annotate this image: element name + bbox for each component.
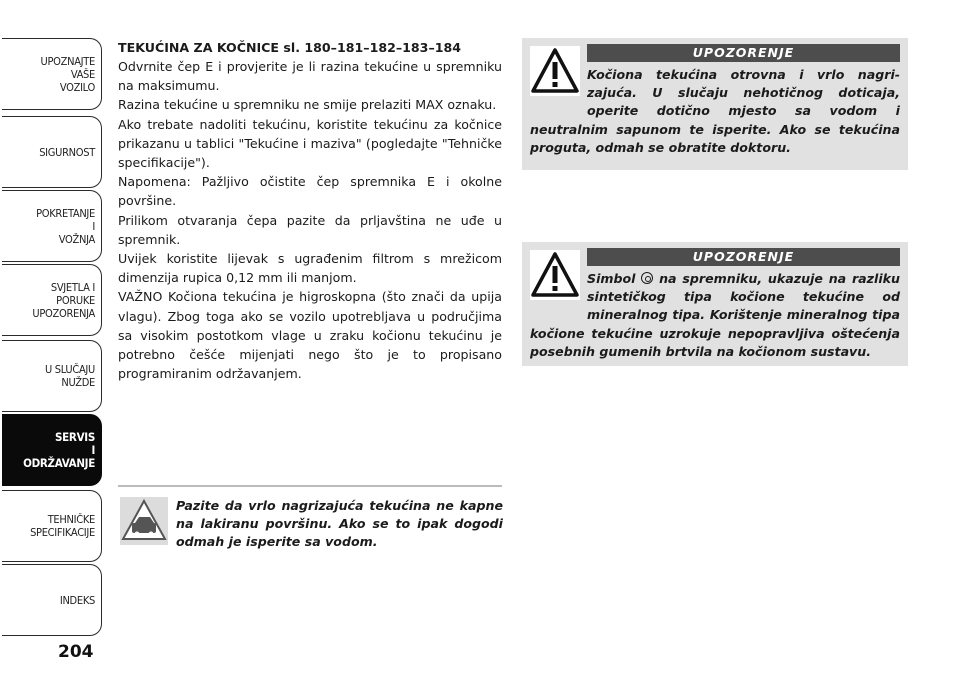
paragraph: Napomena: Pažljivo očistite čep spremnika E i okolne površine.: [118, 174, 502, 209]
warning-box-toxic: [522, 38, 908, 170]
tab-sigurnost[interactable]: [2, 116, 102, 188]
car-paint-warning-icon: [120, 497, 168, 545]
tab-label: UPOZNAJTE VAŠE VOZILO: [40, 54, 95, 94]
synthetic-fluid-symbol-icon: [641, 272, 653, 284]
tab-label: INDEKS: [59, 593, 95, 607]
section-heading: TEKUĆINA ZA KOČNICE sl. 180–181–182–183–184: [118, 40, 462, 55]
warning-text: [530, 66, 900, 157]
main-text-column: [118, 38, 502, 383]
warning-box-mineral: [522, 242, 908, 366]
note-text: Pazite da vrlo nagrizajuća tekućina ne kapne na lakiranu površinu. Ako se to ipak dogodi odmah je isperite sa vodom.: [176, 498, 503, 549]
tab-label: TEHNIČKE SPECIFIKACIJE: [30, 513, 95, 539]
paragraph: Razina tekućine u spremniku ne smije prelaziti MAX oznaku.: [118, 97, 497, 113]
warning-title: UPOZORENJE: [587, 248, 900, 266]
warning-title: UPOZORENJE: [587, 44, 900, 62]
paragraph: VAŽNO Kočiona tekućina je higroskopna (što znači da upija vlagu). Zbog toga ako se vozilo upotrebljava u područjima sa visokim postotkom vlage u zraku kočionu tekućinu je potrebno češće mijenjati nego što je to propisano programiranim održavanjem.: [118, 289, 502, 382]
tab-label: U SLUČAJU NUŽDE: [44, 363, 95, 389]
warning-text: [530, 270, 900, 361]
tab-tehnicke-specifikacije[interactable]: [2, 490, 102, 562]
tab-servis-i-odrzavanje[interactable]: [2, 414, 102, 486]
tab-upoznajte-vase-vozilo[interactable]: [2, 38, 102, 110]
tab-label: POKRETANJE I VOŽNJA: [36, 206, 95, 246]
tab-svjetla-i-poruke[interactable]: [2, 264, 102, 336]
paragraph: Odvrnite čep E i provjerite je li razina tekućine u spremniku na maksimumu.: [118, 59, 502, 94]
tab-u-slucaju-nuzde[interactable]: [2, 340, 102, 412]
note-divider: [118, 485, 502, 487]
page-number: 204: [58, 642, 94, 662]
warning-text-after: na spremniku, ukazuje na razliku sintetičkog tipa kočione tekućine od mineralnog tipa. Korištenje mineralnog tipa kočione tekućine uzrokuje nepopravljiva oštećenja posebnih gumenih brtvila na kočionom sustavu.: [530, 271, 900, 359]
tab-label: SVJETLA I PORUKE UPOZORENJA: [32, 280, 95, 320]
warning-text-before: Simbol: [587, 271, 636, 286]
paragraph: Prilikom otvaranja čepa pazite da prljavština ne uđe u spremnik.: [118, 212, 502, 247]
tab-label: SIGURNOST: [39, 145, 95, 159]
tab-label: SERVIS I ODRŽAVANJE: [23, 429, 95, 470]
warning-text-content: Kočiona tekućina otrovna i vrlo nagri-zajuća. U slučaju nehotičnog doticaja, operite dotično mjesto sa vodom i neutralnim sapunom te isperite. Ako se tekućina proguta, odmah se obratite doktoru.: [530, 67, 900, 155]
tab-pokretanje-i-voznja[interactable]: [2, 190, 102, 262]
paragraph: Uvijek koristite lijevak s ugrađenim filtrom s mrežicom dimenzija rupica 0,12 mm ili manjom.: [118, 251, 502, 286]
chapter-tabs: [0, 0, 104, 679]
paragraph: Ako trebate nadoliti tekućinu, koristite tekućinu za kočnice prikazanu u tablici "Tekućine i maziva" (pogledajte "Tehničke specifikacije").: [118, 116, 502, 171]
tab-indeks[interactable]: [2, 564, 102, 636]
